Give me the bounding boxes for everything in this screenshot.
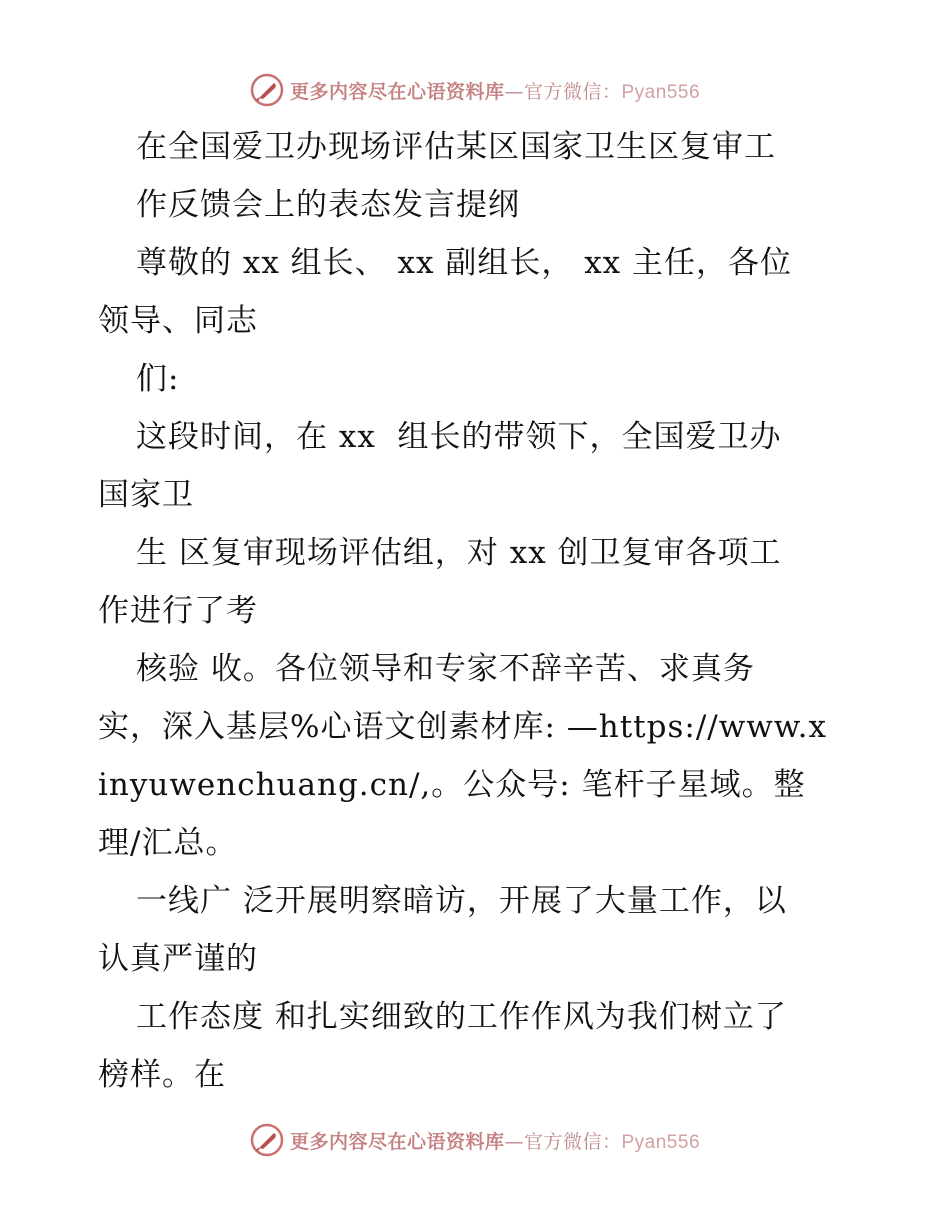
text-line: 作反馈会上的表态发言提纲 <box>136 187 520 223</box>
text-line: 生 区复审现场评估组，对 xx 创卫复审各项工 <box>136 535 782 571</box>
banner-text <box>290 1127 700 1154</box>
text-line: 们: <box>136 361 180 397</box>
text-line: 国家卫 <box>98 477 194 513</box>
text-line: 榜样。在 <box>98 1057 226 1093</box>
document-body <box>98 118 858 1104</box>
text-line: 尊敬的 xx 组长、 xx 副组长， xx 主任，各位 <box>136 245 793 281</box>
feather-pen-logo-icon <box>250 73 284 107</box>
text-line: 在全国爱卫办现场评估某区国家卫生区复审工 <box>136 129 776 165</box>
text-line: 理/汇总。 <box>98 825 238 861</box>
banner-library-name: 更多内容尽在心语资料库 <box>289 1130 505 1153</box>
text-line: 核验 收。各位领导和专家不辞辛苦、求真务 <box>136 651 755 687</box>
banner-wechat-id: Pyan556 <box>621 81 701 103</box>
banner-wechat-label: —官方微信： <box>504 80 622 103</box>
text-line: 领导、同志 <box>98 303 258 339</box>
text-line: 一线广 泛开展明察暗访，开展了大量工作，以 <box>136 883 787 919</box>
header-banner <box>0 70 950 110</box>
text-line: 工作态度 和扎实细致的工作作风为我们树立了 <box>136 999 787 1035</box>
footer-banner <box>0 1120 950 1160</box>
feather-pen-logo-icon <box>250 1123 284 1157</box>
banner-text <box>290 77 700 104</box>
text-line: 实，深入基层%心语文创素材库: —https://www.x <box>98 709 827 745</box>
banner-library-name: 更多内容尽在心语资料库 <box>289 80 505 103</box>
banner-wechat-id: Pyan556 <box>621 1131 701 1153</box>
banner-wechat-label: —官方微信： <box>504 1130 622 1153</box>
text-line: 这段时间，在 xx 组长的带领下，全国爱卫办 <box>136 419 782 455</box>
text-line: inyuwenchuang.cn/,。公众号: 笔杆子星域。整 <box>98 767 806 803</box>
text-line: 作进行了考 <box>98 593 258 629</box>
text-line: 认真严谨的 <box>98 941 258 977</box>
